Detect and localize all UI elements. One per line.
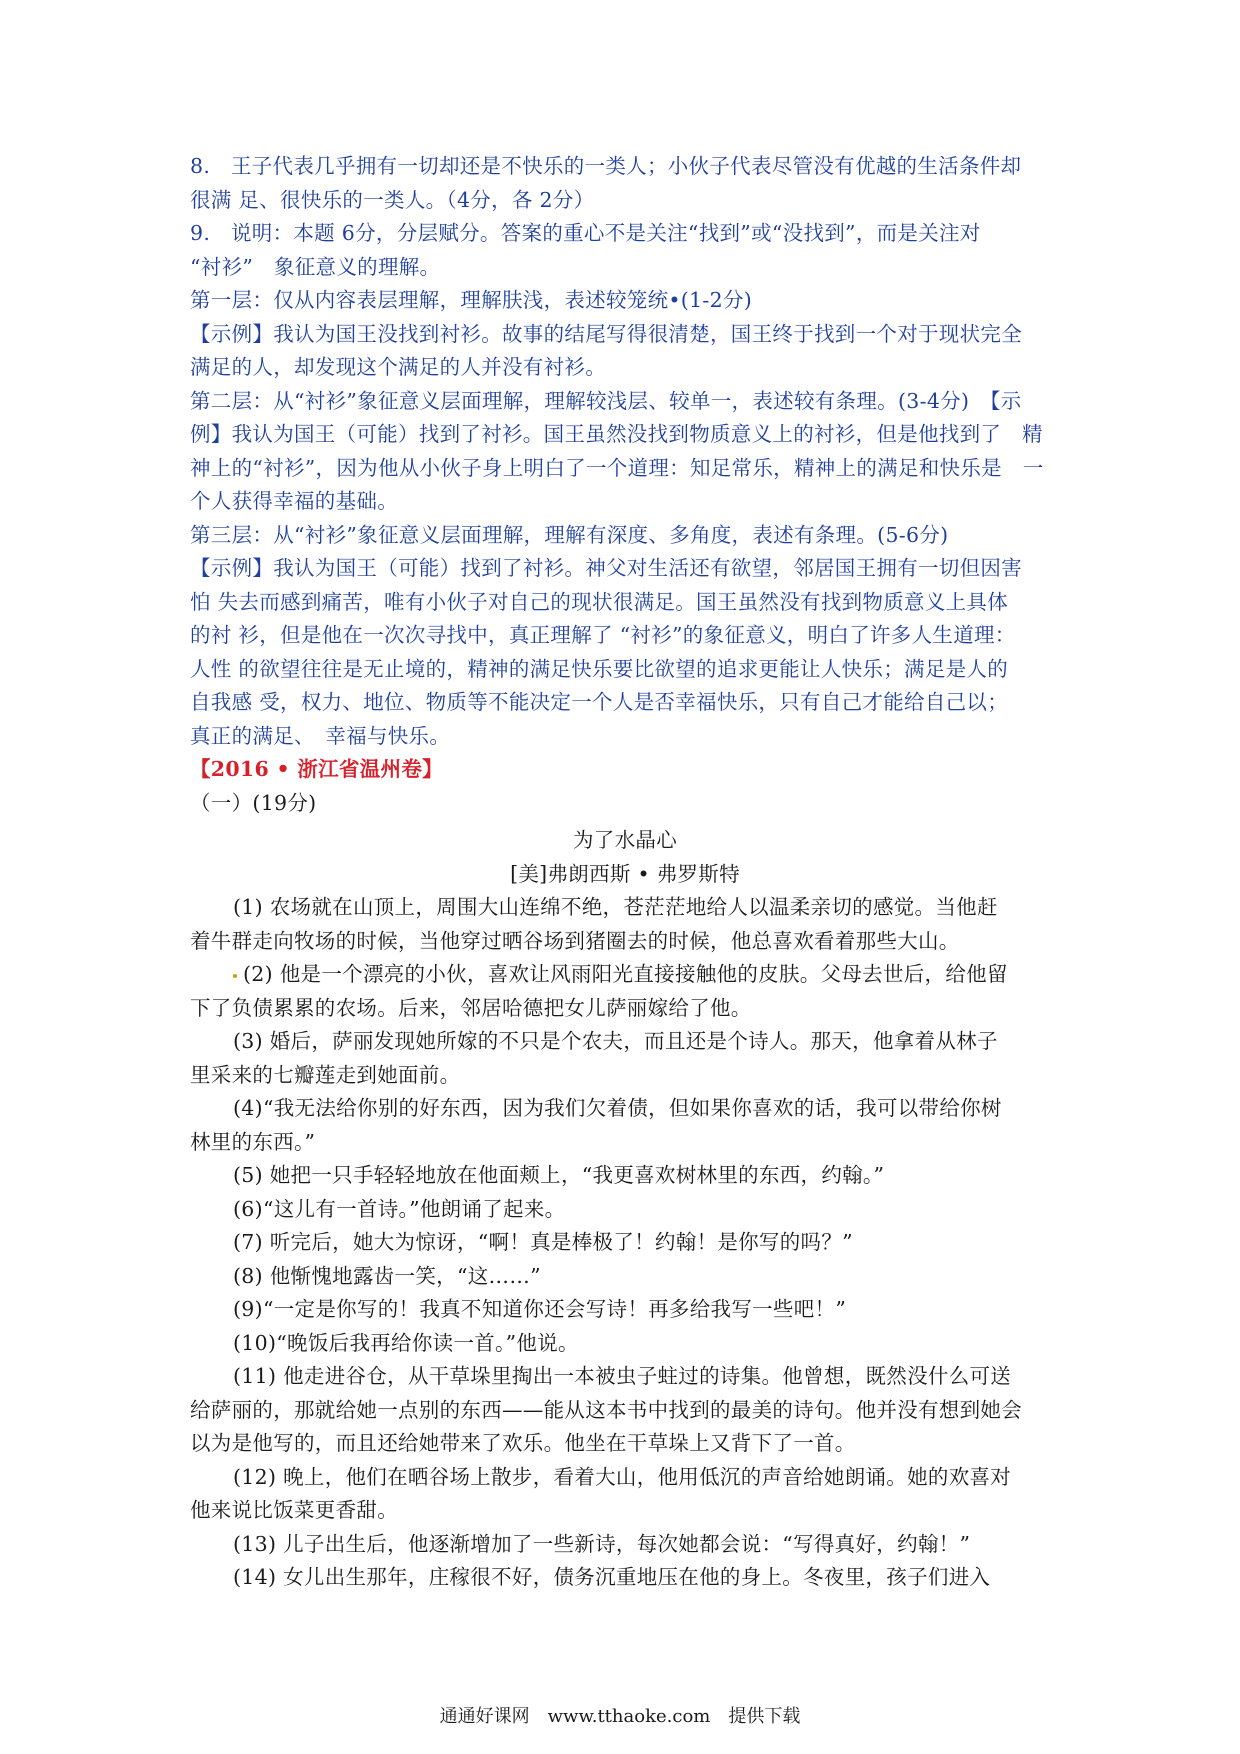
page-footer: 通通好课网 www.tthaoke.com 提供下载 xyxy=(439,1706,801,1727)
paragraph-2-line-1 xyxy=(190,958,1060,992)
paragraph-11-line-2: 给萨丽的，那就给她一点别的东西——能从这本书中找到的最美的诗句。他并没有想到她会 xyxy=(190,1397,1022,1422)
paragraph-12-line-2: 他来说比饭菜更香甜。 xyxy=(190,1498,398,1522)
level-2-line-2: 例】我认为国王（可能）找到了衬衫。国王虽然没找到物质意义上的衬衫，但是他找到了 精 xyxy=(190,422,1043,446)
section-part-label: （一）(19分) xyxy=(190,790,317,815)
paragraph-14-line-1: (14) 女儿出生那年，庄稼很不好，债务沉重地压在他的身上。冬夜里，孩子们进入 xyxy=(233,1565,991,1589)
paragraph-7: (7) 听完后，她大为惊讶，“啊！真是棒极了！约翰！是你写的吗？” xyxy=(233,1230,853,1254)
example-3-line-3: 的衬 衫，但是他在一次次寻找中，真正理解了 “衬衫”的象征意义，明白了许多人生道理： xyxy=(190,623,1016,647)
level-2-line-3: 神上的“衬衫”，因为他从小伙子身上明白了一个道理：知足常乐，精神上的满足和快乐是 一 xyxy=(190,455,1044,480)
answer-9-line-2: “衬衫” 象征意义的理解。 xyxy=(190,254,441,279)
paragraph-8: (8) 他惭愧地露齿一笑，“这……” xyxy=(233,1263,541,1288)
paragraph-10: (10)“晚饭后我再给你读一首。”他说。 xyxy=(233,1330,579,1355)
example-3-line-5: 自我感 受，权力、地位、物质等不能决定一个人是否幸福快乐，只有自己才能给自己以； xyxy=(190,690,1009,714)
paragraph-3-line-1: (3) 婚后，萨丽发现她所嫁的不只是个农夫，而且还是个诗人。那天，他拿着从林子 xyxy=(233,1029,998,1053)
example-3-line-2: 怕 失去而感到痛苦，唯有小伙子对自己的现状很满足。国王虽然没有找到物质意义上具体 xyxy=(190,589,1009,614)
level-3-criteria: 第三层：从“衬衫”象征意义层面理解，理解有深度、多角度，表述有条理。(5-6分) xyxy=(190,522,949,547)
example-3-line-6: 真正的满足、 幸福与快乐。 xyxy=(190,723,451,748)
answer-9-line-1: 9. 说明：本题 6分，分层赋分。答案的重心不是关注“找到”或“没找到”，而是关注对 xyxy=(190,221,981,245)
paragraph-11-line-1: (11) 他走进谷仓，从干草垛里掏出一本被虫子蛀过的诗集。他曾想，既然没什么可送 xyxy=(233,1364,1012,1388)
example-3-line-4: 人性 的欲望往往是无止境的，精神的满足快乐要比欲望的追求更能让人快乐；满足是人的 xyxy=(190,656,1009,681)
answer-8-line-1: 8. 王子代表几乎拥有一切却还是不快乐的一类人；小伙子代表尽管没有优越的生活条件却 xyxy=(190,154,1022,178)
paragraph-1-line-2: 着牛群走向牧场的时候，当他穿过晒谷场到猪圈去的时候，他总喜欢看着那些大山。 xyxy=(190,928,960,953)
paragraph-5: (5) 她把一只手轻轻地放在他面颊上，“我更喜欢树林里的东西，约翰。” xyxy=(233,1163,885,1187)
article-title: 为了水晶心 xyxy=(573,828,677,852)
paragraph-4-line-1: (4)“我无法给你别的好东西，因为我们欠着债，但如果你喜欢的话，我可以带给你树 xyxy=(233,1096,1002,1120)
paragraph-2-line-2: 下了负债累累的农场。后来，邻居哈德把女儿萨丽嫁给了他。 xyxy=(190,995,752,1020)
paragraph-3-line-2: 里采来的七瓣莲走到她面前。 xyxy=(190,1062,461,1087)
paragraph-11-line-3: 以为是他写的，而且还给她带来了欢乐。他坐在干草垛上又背下了一首。 xyxy=(190,1431,856,1455)
example-3-line-1: 【示例】我认为国王（可能）找到了衬衫。神父对生活还有欲望，邻居国王拥有一切但因害 xyxy=(190,556,1022,580)
article-author: [美]弗朗西斯 • 弗罗斯特 xyxy=(510,861,740,886)
paragraph-4-line-2: 林里的东西。” xyxy=(190,1129,316,1154)
level-1-criteria: 第一层：仅从内容表层理解，理解肤浅，表述较笼统•(1-2分) xyxy=(190,288,753,312)
article-body xyxy=(190,891,1060,1595)
section-heading: 【2016 • 浙江省温州卷】 xyxy=(190,757,443,781)
example-1-line-2: 满足的人，却发现这个满足的人并没有衬衫。 xyxy=(190,355,606,379)
paragraph-9: (9)“一定是你写的！我真不知道你还会写诗！再多给我写一些吧！” xyxy=(233,1297,847,1321)
page-content xyxy=(190,150,1060,1595)
paragraph-12-line-1: (12) 晚上，他们在晒谷场上散步，看着大山，他用低沉的声音给她朗诵。她的欢喜对 xyxy=(233,1464,1012,1489)
paragraph-13: (13) 儿子出生后，他逐渐增加了一些新诗，每次她都会说：“写得真好，约翰！” xyxy=(233,1531,971,1556)
answer-8-line-2: 很满 足、很快乐的一类人。（4分，各 2分） xyxy=(190,187,595,212)
paragraph-2-text: (2) 他是一个漂亮的小伙，喜欢让风雨阳光直接接触他的皮肤。父母去世后，给他留 xyxy=(243,962,1008,986)
stray-mark xyxy=(233,974,237,978)
paragraph-6: (6)“这儿有一首诗。”他朗诵了起来。 xyxy=(233,1196,566,1221)
level-2-line-1: 第二层：从“衬衫”象征意义层面理解，理解较浅层、较单一，表述较有条理。(3-4分) 【示 xyxy=(190,388,1022,413)
level-2-line-4: 个人获得幸福的基础。 xyxy=(190,489,398,513)
example-1-line-1: 【示例】我认为国王没找到衬衫。故事的结尾写得很清楚，国王终于找到一个对于现状完全 xyxy=(190,321,1022,346)
paragraph-1-line-1: (1) 农场就在山顶上，周围大山连绵不绝，苍茫茫地给人以温柔亲切的感觉。当他赶 xyxy=(233,895,998,919)
